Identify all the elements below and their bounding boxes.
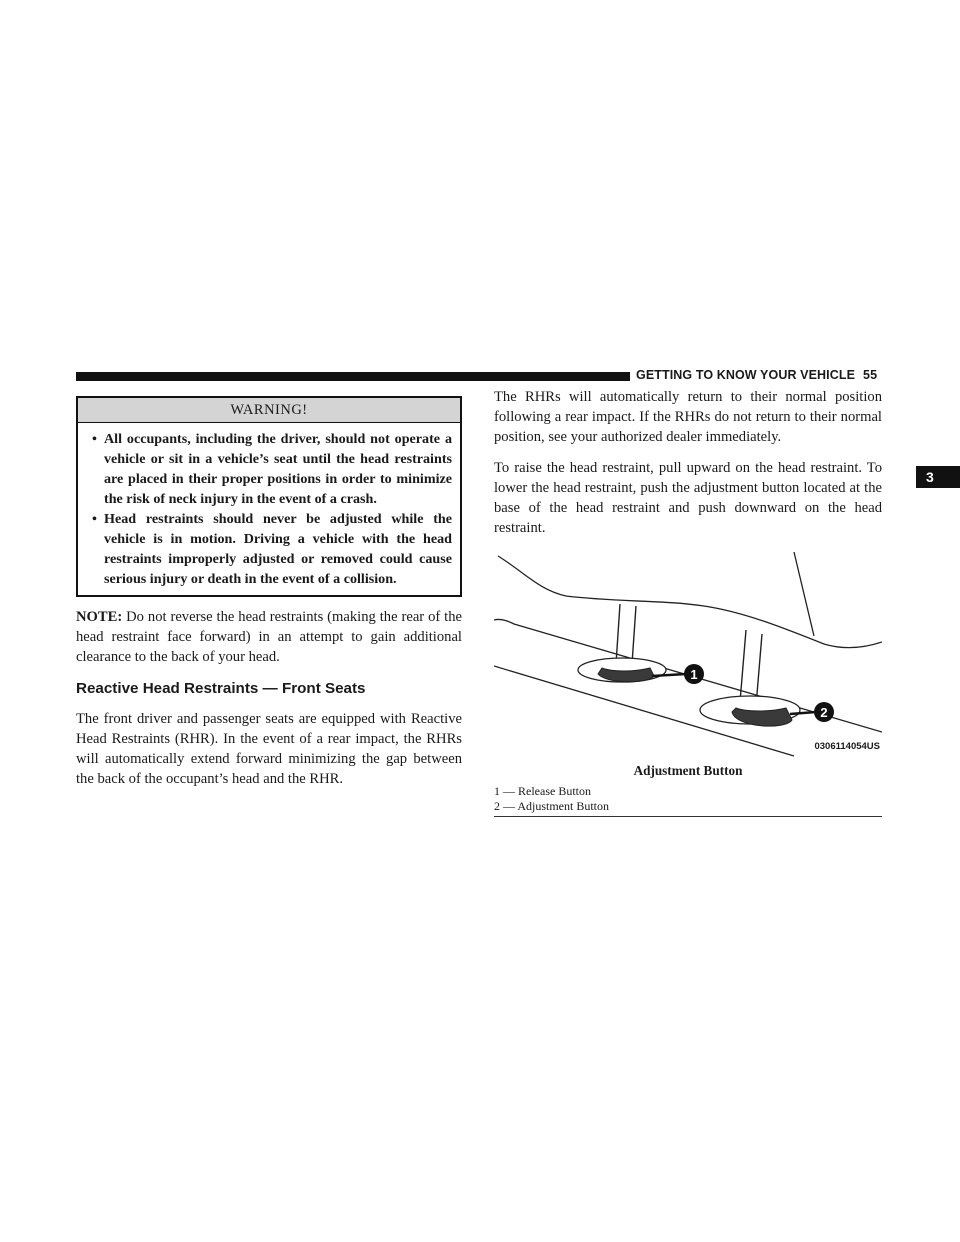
figure-illustration xyxy=(494,550,882,760)
legend-item: 1 — Release Button xyxy=(494,784,591,798)
section-paragraph: The front driver and passenger seats are equipped with Reactive Head Restraints (RHR). In the event of a rear impact, the RHRs will automatically extend forward minimizing the gap between the back of the occupant’s head and the RHR. xyxy=(76,711,462,787)
header-rule-bar xyxy=(76,372,630,381)
warning-item xyxy=(92,429,452,509)
left-column xyxy=(76,396,462,800)
bullet-icon: • xyxy=(92,511,97,527)
note-label: NOTE: xyxy=(76,609,123,625)
warning-title: WARNING! xyxy=(78,398,460,423)
warning-item xyxy=(92,509,452,589)
bullet-icon: • xyxy=(92,431,97,447)
figure-legend xyxy=(494,784,882,817)
figure-caption: Adjustment Button xyxy=(633,763,743,778)
section-heading: Reactive Head Restraints — Front Seats xyxy=(76,680,366,697)
callout-1: 1 xyxy=(690,667,698,682)
warning-item-text: Head restraints should never be adjusted while the vehicle is in motion. Driving a vehicle with the head restraints improperly adjusted or removed could cause serious injury or death in the event of a collision. xyxy=(104,511,452,587)
legend-item: 2 — Adjustment Button xyxy=(494,799,610,813)
warning-box xyxy=(76,396,462,597)
note-paragraph xyxy=(76,607,462,667)
chapter-tab: 3 xyxy=(916,466,960,488)
running-head xyxy=(636,368,884,382)
body-paragraph: To raise the head restraint, pull upward on the head restraint. To lower the head restraint, push the adjustment button located at the base of the head restraint and push downward on the head restraint. xyxy=(494,460,882,536)
callout-2: 2 xyxy=(820,705,828,720)
page-number: 55 xyxy=(863,368,878,382)
note-text: Do not reverse the head restraints (making the rear of the head restraint face forward) in an attempt to gain additional clearance to the back of your head. xyxy=(76,609,462,665)
warning-list xyxy=(78,423,460,595)
running-head-section: GETTING TO KNOW YOUR VEHICLE xyxy=(636,368,856,382)
head-restraint-illustration xyxy=(494,550,882,760)
right-column xyxy=(494,387,882,817)
figure-code: 0306114054US xyxy=(814,741,880,752)
body-paragraph: The RHRs will automatically return to their normal position following a rear impact. If the RHRs do not return to their normal position, see your authorized dealer immediately. xyxy=(494,389,882,445)
warning-item-text: All occupants, including the driver, should not operate a vehicle or sit in a vehicle’s seat until the head restraints are placed in their proper positions in order to minimize the risk of neck injury in the event of a crash. xyxy=(104,431,452,507)
